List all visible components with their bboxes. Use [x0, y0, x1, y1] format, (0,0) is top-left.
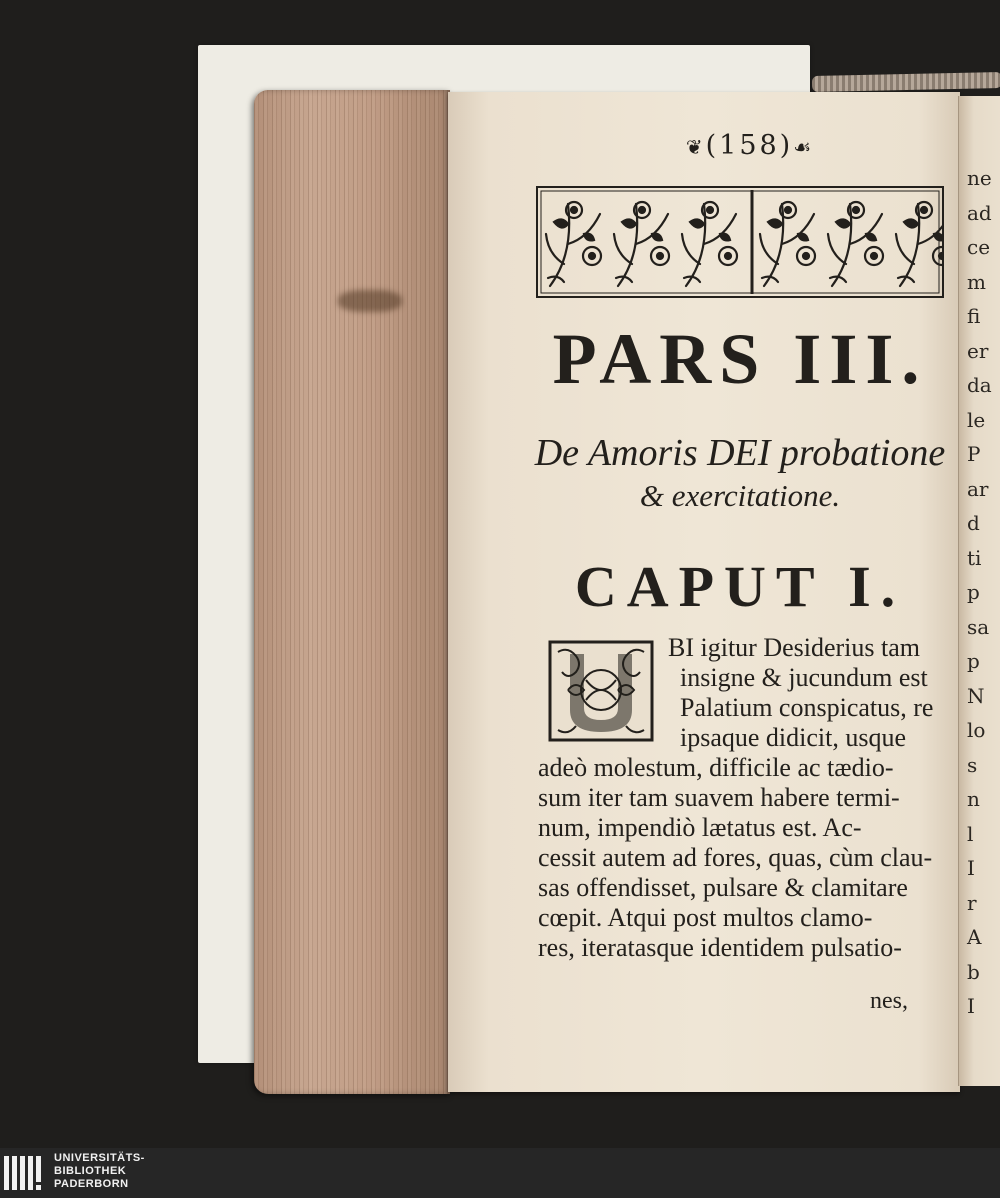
facing-page-fragment: p — [967, 649, 980, 673]
part-title: PARS III. — [552, 319, 928, 399]
facing-page-fragment: N — [967, 683, 985, 708]
facing-page-fragment: er — [967, 338, 989, 363]
facing-page-fragment: n — [967, 787, 980, 811]
facing-page-fragment: sa — [967, 614, 990, 639]
bookmark-ribbon — [812, 72, 1000, 92]
facing-page-fragment: d — [967, 511, 980, 535]
headpiece-flower-motif — [760, 202, 815, 286]
body-line: cessit autem ad fores, quas, cùm clau- — [538, 843, 933, 872]
catchword: nes, — [870, 988, 908, 1014]
body-line: insigne & jucundum est — [680, 663, 928, 692]
headpiece-flower-motif — [896, 202, 944, 286]
facing-page-fragment: b — [967, 959, 980, 984]
body-line: sum iter tam suavem habere termi- — [538, 783, 900, 812]
facing-page-fragment: ar — [967, 476, 989, 501]
floral-headpiece-icon — [536, 186, 944, 298]
facing-page-fragment: ad — [967, 200, 992, 225]
facing-page-fragment: s — [967, 752, 978, 777]
headpiece-flower-motif — [546, 202, 601, 286]
facing-page-fragment: p — [967, 580, 980, 604]
facing-page-fragment: ne — [967, 166, 992, 190]
facing-page-fragment: fi — [967, 304, 981, 328]
body-line: BI igitur Desiderius tam — [668, 633, 921, 662]
facing-page-fragment: I — [967, 856, 975, 880]
logo-line-2: BIBLIOTHEK — [54, 1165, 127, 1177]
facing-page-fragment: le — [967, 407, 986, 432]
part-subtitle-line-1: De Amoris DEI probatione — [534, 432, 946, 474]
body-line: res, iteratasque identidem pulsatio- — [538, 933, 902, 962]
page-number — [660, 130, 840, 161]
facing-page-fragment: ce — [967, 235, 991, 259]
body-line: ipsaque didicit, usque — [680, 723, 907, 752]
facing-page-fragment: P — [967, 442, 981, 466]
body-line: sas offendisset, pulsare & clamitare — [538, 873, 908, 902]
facing-page-fragment: l — [967, 821, 974, 846]
logo-line-1: UNIVERSITÄTS- — [54, 1152, 145, 1164]
headpiece-flower-motif — [614, 202, 669, 286]
library-logo-icon — [2, 1152, 48, 1194]
facing-page-fragment: r — [967, 890, 977, 915]
facing-page-fragment: lo — [967, 718, 986, 742]
facing-page-fragment: A — [967, 925, 982, 949]
fleuron-right-icon: ☙ — [793, 135, 815, 159]
headpiece-flower-motif — [828, 202, 883, 286]
body-line: Palatium conspicatus, re — [680, 693, 934, 722]
body-line: adeò molestum, difficile ac tædio- — [538, 753, 894, 782]
library-logo-text — [54, 1152, 145, 1191]
footer-bar — [0, 1148, 1000, 1198]
body-line: cœpit. Atqui post multos clamo- — [538, 903, 873, 932]
book-fore-edge — [254, 90, 450, 1094]
logo-line-3: PADERBORN — [54, 1178, 129, 1190]
page-number-text: (158) — [705, 130, 794, 161]
decorated-initial-u-icon — [548, 640, 654, 742]
facing-page — [958, 96, 1000, 1086]
chapter-heading: CAPUT I. — [574, 554, 906, 619]
facing-page-fragment: da — [967, 373, 992, 397]
headpiece-flower-motif — [682, 202, 737, 286]
part-subtitle-line-2: & exercitatione. — [639, 478, 841, 513]
fleuron-left-icon: ❦ — [685, 135, 706, 159]
facing-page-fragment: I — [967, 994, 975, 1018]
facing-page-fragment: m — [967, 269, 986, 294]
body-line: num, impendiò lætatus est. Ac- — [538, 813, 862, 842]
fore-edge-stain — [338, 290, 402, 312]
facing-page-fragment: ti — [967, 545, 982, 570]
